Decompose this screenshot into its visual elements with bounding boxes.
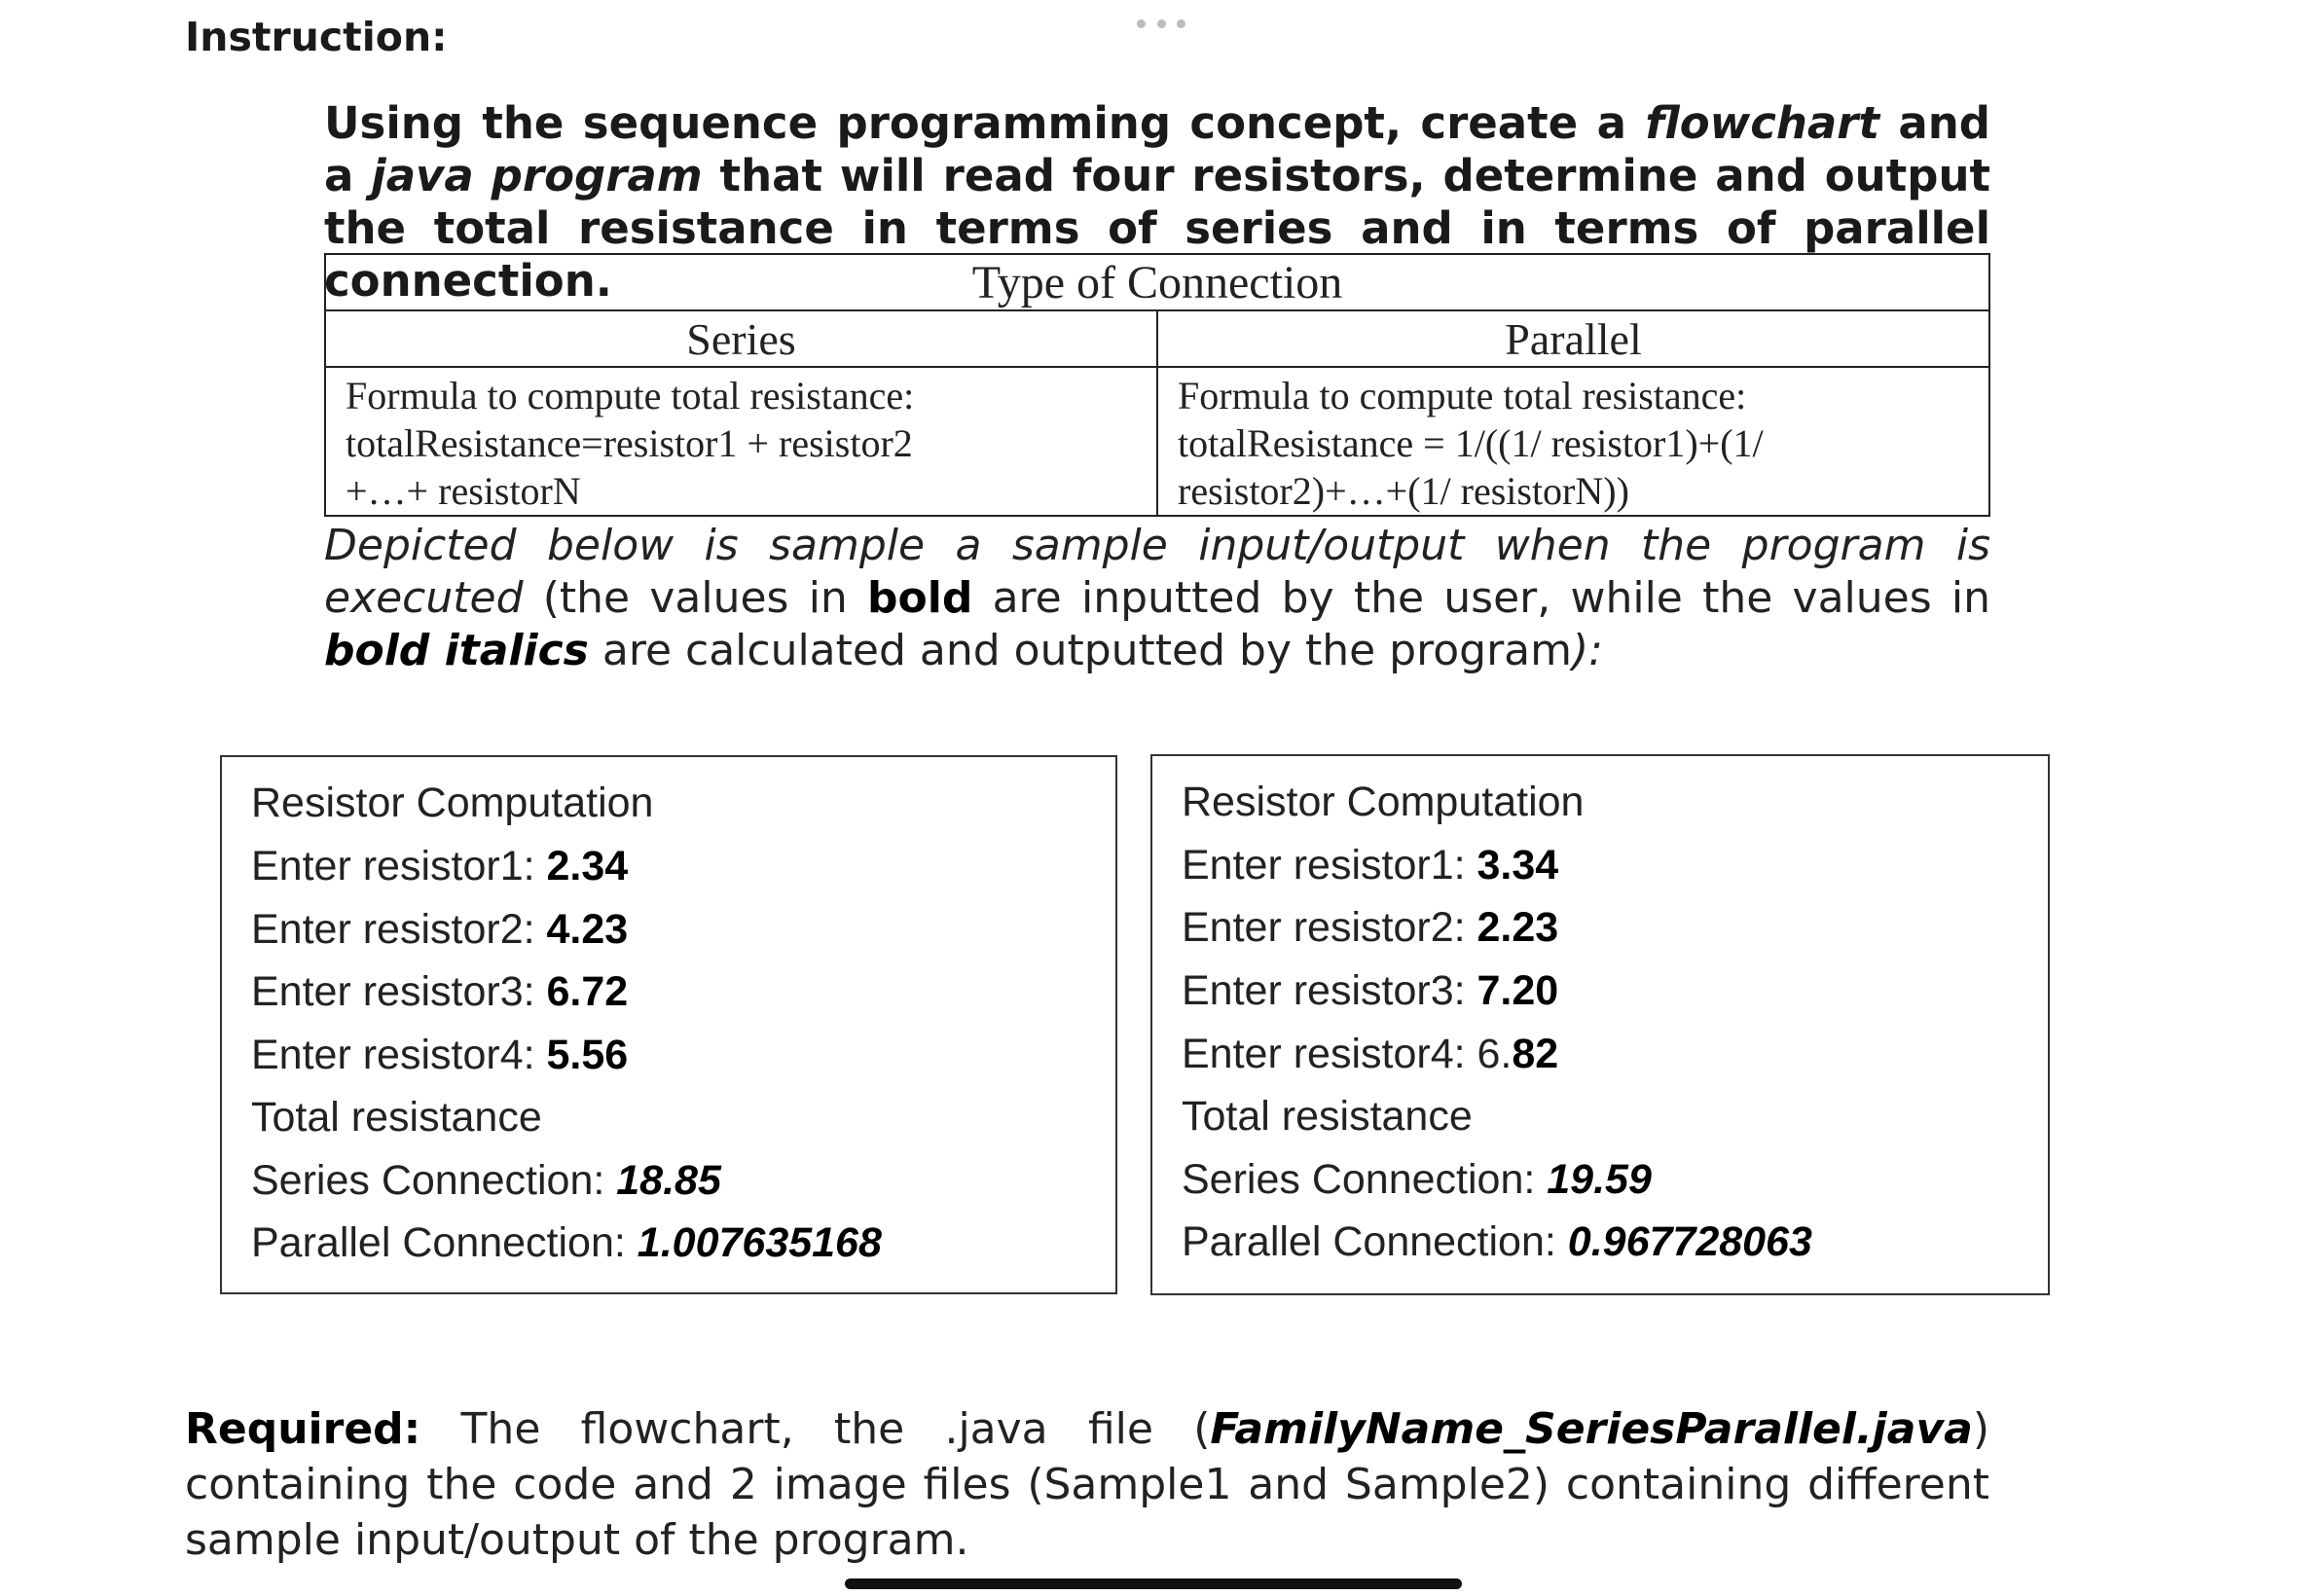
input-value: 3.34: [1477, 842, 1559, 889]
series-formula-line: +…+ resistorN: [346, 469, 581, 513]
depicted-text: (the values in: [542, 573, 868, 623]
console-line: Enter resistor4: 6.82: [1182, 1031, 1559, 1077]
intro-text: that will read four resistors, determine and output the total resistance in terms of series and in terms of parallel connection.: [324, 150, 1990, 307]
required-label: Required:: [185, 1404, 421, 1454]
depicted-text: are inputted by the user, while the values in: [972, 573, 1990, 623]
sample1-console: [220, 755, 1117, 1294]
console-line: Enter resistor3: 7.20: [1182, 967, 1559, 1014]
input-value: 4.23: [546, 906, 629, 953]
depicted-text: Depicted below is sample a sample input/output when the program is executed: [324, 521, 1990, 623]
connection-table: [324, 253, 1990, 517]
output-value: 19.59: [1547, 1156, 1652, 1203]
series-header: Series: [325, 310, 1157, 367]
dot: [1137, 19, 1146, 28]
series-formula-cell: [325, 367, 1157, 516]
parallel-formula-line: resistor2)+…+(1/ resistorN)): [1178, 469, 1629, 513]
console-line: Enter resistor2: 2.23: [1182, 904, 1559, 951]
console-line: Enter resistor1: 3.34: [1182, 842, 1559, 889]
console-title: Resistor Computation: [1182, 779, 1585, 825]
output-value: 0.967728063: [1567, 1218, 1812, 1265]
output-value: 1.007635168: [637, 1219, 882, 1266]
console-line: Series Connection: 19.59: [1182, 1156, 1652, 1203]
input-value: 2.34: [546, 843, 629, 889]
console-line: Enter resistor2: 4.23: [251, 906, 629, 953]
input-value: 6.72: [546, 968, 629, 1015]
input-value: 2.23: [1477, 904, 1559, 951]
parallel-formula-line: totalResistance = 1/((1/ resistor1)+(1/: [1178, 421, 1764, 465]
required-paragraph: [185, 1401, 1989, 1568]
input-value: 5.56: [546, 1032, 629, 1078]
intro-text: Using the sequence programming concept, create a: [324, 97, 1646, 149]
console-line: Enter resistor3: 6.72: [251, 968, 629, 1015]
parallel-header: Parallel: [1157, 310, 1989, 367]
dot: [1157, 19, 1166, 28]
intro-flowchart: flowchart: [1645, 97, 1880, 149]
more-options-icon[interactable]: [1137, 14, 1185, 33]
input-value: 82: [1512, 1031, 1559, 1077]
required-text: ) containing the code and 2 image files (Sample1 and Sample2) containing different sample input/output of the program.: [185, 1404, 1989, 1565]
home-indicator[interactable]: [845, 1578, 1462, 1589]
console-line: Total resistance: [1182, 1093, 1473, 1140]
parallel-formula-cell: [1157, 367, 1989, 516]
parallel-formula-line: Formula to compute total resistance:: [1178, 374, 1747, 417]
console-line: Total resistance: [251, 1094, 542, 1141]
dot: [1177, 19, 1185, 28]
input-value: 7.20: [1477, 967, 1559, 1014]
depicted-bold-italics: bold italics: [324, 626, 589, 675]
required-filename: FamilyName_SeriesParallel.java: [1210, 1404, 1973, 1454]
intro-program: program: [491, 150, 703, 201]
depicted-text: ):: [1571, 626, 1603, 675]
sample-description: [324, 520, 1990, 677]
depicted-bold: bold: [867, 573, 973, 623]
console-line: Parallel Connection: 1.007635168: [251, 1219, 882, 1266]
intro-text: and a: [324, 97, 1991, 201]
required-text: The flowchart, the .java file (: [420, 1404, 1211, 1454]
console-line: Parallel Connection: 0.967728063: [1182, 1218, 1812, 1265]
instruction-heading: Instruction:: [185, 14, 448, 60]
series-formula-line: totalResistance=resistor1 + resistor2: [346, 421, 913, 465]
table-title: Type of Connection: [325, 254, 1989, 310]
depicted-text: are calculated and outputted by the program: [588, 626, 1572, 675]
output-value: 18.85: [616, 1157, 721, 1204]
console-title: Resistor Computation: [251, 780, 654, 826]
console-line: Enter resistor1: 2.34: [251, 843, 629, 889]
console-line: Enter resistor4: 5.56: [251, 1032, 629, 1078]
sample2-console: [1150, 754, 2050, 1295]
intro-java: java: [371, 150, 474, 201]
console-line: Series Connection: 18.85: [251, 1157, 721, 1204]
series-formula-line: Formula to compute total resistance:: [346, 374, 915, 417]
